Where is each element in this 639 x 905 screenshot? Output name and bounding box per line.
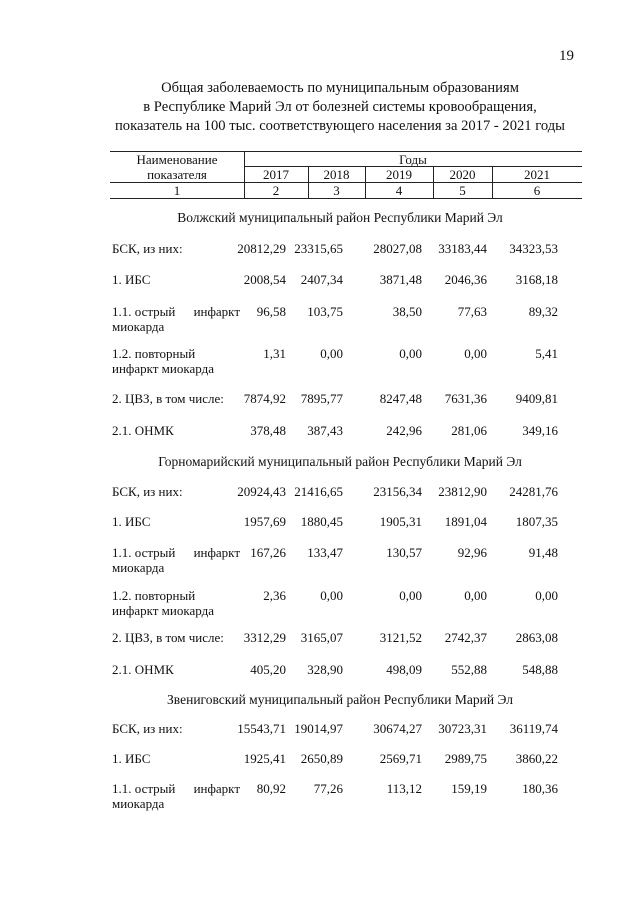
row-label-part: 2. ЦВЗ, в том числе: — [112, 630, 224, 645]
value-cell: 23156,34 — [373, 484, 422, 499]
header-year: 2020 — [449, 167, 476, 182]
value-cell: 133,47 — [307, 545, 343, 560]
header-year: 2017 — [263, 167, 289, 182]
value-cell: 30674,27 — [373, 721, 422, 736]
row-label-part: 1. ИБС — [112, 514, 151, 529]
value-cell: 36119,74 — [509, 721, 558, 736]
header-col-number: 3 — [333, 183, 340, 198]
title-line-2: в Республике Марий Эл от болезней системы кровообращения, — [143, 99, 537, 115]
value-cell: 0,00 — [399, 588, 422, 603]
value-cell: 89,32 — [528, 304, 558, 319]
value-cell: 498,09 — [386, 662, 422, 677]
header-year: 2019 — [386, 167, 412, 182]
row-label-part: инфаркт — [193, 781, 240, 796]
value-cell: 3121,52 — [379, 630, 422, 645]
section-title: Горномарийский муниципальный район Республики Марий Эл — [158, 454, 522, 469]
value-cell: 38,50 — [392, 304, 422, 319]
row-label-part: 1. ИБС — [112, 272, 151, 287]
value-cell: 242,96 — [386, 423, 422, 438]
header-name-line-1: Наименование — [136, 152, 218, 167]
section-title: Звениговский муниципальный район Республики Марий Эл — [167, 692, 513, 707]
value-cell: 281,06 — [451, 423, 487, 438]
document-title — [95, 79, 585, 136]
value-cell: 0,00 — [535, 588, 558, 603]
row-label-part: 1. ИБС — [112, 751, 151, 766]
value-cell: 21416,65 — [294, 484, 343, 499]
value-cell: 2569,71 — [379, 751, 422, 766]
value-cell: 2046,36 — [444, 272, 487, 287]
value-cell: 548,88 — [522, 662, 558, 677]
row-label-part: 1.1. острый — [112, 304, 176, 319]
title-line-1: Общая заболеваемость по муниципальным образованиям — [161, 80, 519, 96]
value-cell: 0,00 — [464, 588, 487, 603]
value-cell: 387,43 — [307, 423, 343, 438]
value-cell: 328,90 — [307, 662, 343, 677]
value-cell: 180,36 — [522, 781, 558, 796]
value-cell: 0,00 — [320, 346, 343, 361]
header-col-number: 5 — [459, 183, 466, 198]
value-cell: 1880,45 — [300, 514, 343, 529]
value-cell: 552,88 — [451, 662, 487, 677]
header-name-line-2: показателя — [147, 167, 207, 182]
value-cell: 23812,90 — [438, 484, 487, 499]
row-label-part: инфаркт — [193, 545, 240, 560]
row-label-part: БСК, из них: — [112, 241, 183, 256]
value-cell: 2008,54 — [243, 272, 286, 287]
header-col-number: 6 — [533, 183, 541, 198]
value-cell: 33183,44 — [438, 241, 487, 256]
value-cell: 113,12 — [386, 781, 422, 796]
value-cell: 2,36 — [263, 588, 286, 603]
value-cell: 0,00 — [399, 346, 422, 361]
value-cell: 77,63 — [457, 304, 487, 319]
value-cell: 1957,69 — [243, 514, 286, 529]
row-label-part: БСК, из них: — [112, 484, 183, 499]
value-cell: 2650,89 — [300, 751, 343, 766]
value-cell: 167,26 — [250, 545, 286, 560]
value-cell: 378,48 — [250, 423, 286, 438]
value-cell: 24281,76 — [509, 484, 558, 499]
row-label-line-2: инфаркт миокарда — [112, 361, 214, 376]
value-cell: 405,20 — [250, 662, 286, 677]
value-cell: 77,26 — [313, 781, 343, 796]
header-col-number: 1 — [173, 183, 181, 198]
row-label-part: БСК, из них: — [112, 721, 183, 736]
value-cell: 1905,31 — [379, 514, 422, 529]
value-cell: 103,75 — [307, 304, 343, 319]
value-cell: 20812,29 — [237, 241, 286, 256]
value-cell: 1,31 — [263, 346, 286, 361]
value-cell: 34323,53 — [509, 241, 558, 256]
value-cell: 2989,75 — [444, 751, 487, 766]
page-number: 19 — [559, 48, 574, 64]
header-years-label: Годы — [399, 152, 427, 167]
value-cell: 92,96 — [457, 545, 487, 560]
value-cell: 91,48 — [528, 545, 558, 560]
section-title: Волжский муниципальный район Республики Марий Эл — [177, 210, 503, 225]
value-cell: 8247,48 — [379, 391, 422, 406]
value-cell: 19014,97 — [294, 721, 343, 736]
value-cell: 3860,22 — [515, 751, 558, 766]
value-cell: 96,58 — [256, 304, 286, 319]
value-cell: 2407,34 — [300, 272, 343, 287]
row-label-part: 1.2. повторный — [112, 346, 196, 361]
value-cell: 28027,08 — [373, 241, 422, 256]
row-label-line-2: инфаркт миокарда — [112, 603, 214, 618]
value-cell: 130,57 — [386, 545, 422, 560]
value-cell: 15543,71 — [237, 721, 286, 736]
row-label-part: 1.1. острый — [112, 781, 176, 796]
value-cell: 1891,04 — [444, 514, 487, 529]
value-cell: 0,00 — [464, 346, 487, 361]
value-cell: 1925,41 — [243, 751, 286, 766]
header-year: 2018 — [323, 167, 350, 182]
value-cell: 30723,31 — [438, 721, 487, 736]
header-year: 2021 — [524, 167, 550, 182]
value-cell: 20924,43 — [237, 484, 286, 499]
value-cell: 1807,35 — [515, 514, 558, 529]
row-label-part: 2. ЦВЗ, в том числе: — [112, 391, 224, 406]
value-cell: 23315,65 — [294, 241, 343, 256]
value-cell: 3165,07 — [300, 630, 343, 645]
value-cell: 7631,36 — [444, 391, 487, 406]
row-label-part: инфаркт — [193, 304, 240, 319]
value-cell: 2863,08 — [515, 630, 558, 645]
value-cell: 2742,37 — [444, 630, 487, 645]
row-label-line-2: миокарда — [112, 560, 165, 575]
value-cell: 0,00 — [320, 588, 343, 603]
row-label-line-2: миокарда — [112, 319, 165, 334]
row-label-part: 1.1. острый — [112, 545, 176, 560]
value-cell: 7895,77 — [300, 391, 343, 406]
row-label-part: 2.1. ОНМК — [112, 662, 174, 677]
value-cell: 7874,92 — [243, 391, 286, 406]
value-cell: 80,92 — [256, 781, 286, 796]
value-cell: 159,19 — [451, 781, 487, 796]
row-label-part: 1.2. повторный — [112, 588, 196, 603]
value-cell: 3312,29 — [243, 630, 286, 645]
value-cell: 349,16 — [522, 423, 558, 438]
value-cell: 9409,81 — [515, 391, 558, 406]
row-label-part: 2.1. ОНМК — [112, 423, 174, 438]
title-line-3: показатель на 100 тыс. соответствующего населения за 2017 - 2021 годы — [115, 118, 565, 134]
value-cell: 3871,48 — [379, 272, 422, 287]
header-col-number: 4 — [395, 183, 403, 198]
header-col-number: 2 — [272, 183, 280, 198]
row-label-line-2: миокарда — [112, 796, 165, 811]
value-cell: 5,41 — [535, 346, 558, 361]
value-cell: 3168,18 — [515, 272, 558, 287]
